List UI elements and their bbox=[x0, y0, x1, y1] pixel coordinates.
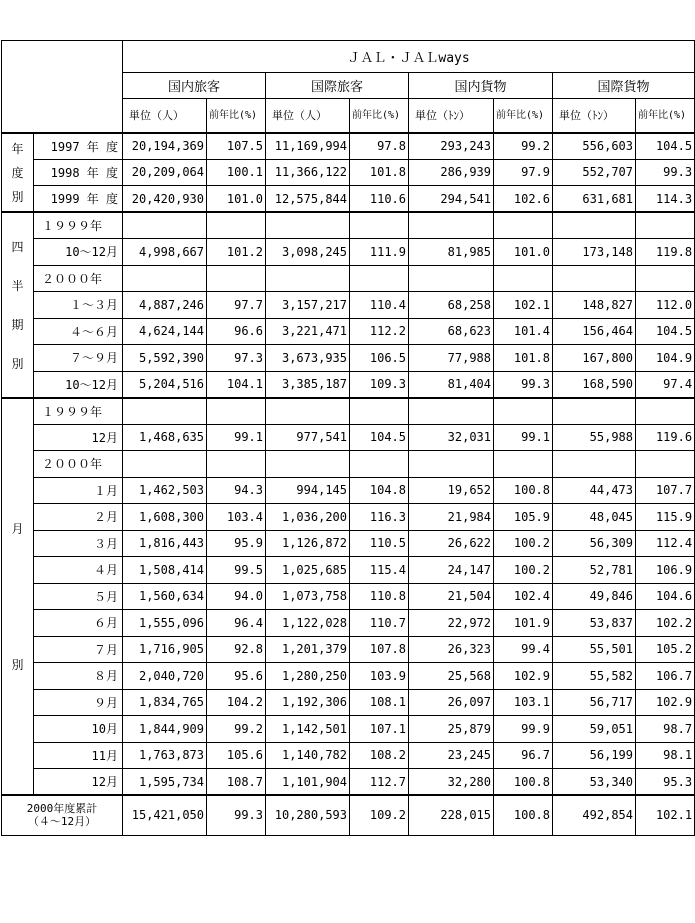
row-label: ６月 bbox=[34, 610, 123, 637]
table-row bbox=[2, 769, 695, 796]
row-label: ３月 bbox=[34, 530, 123, 557]
yoy-cell: 110.6 bbox=[350, 186, 409, 213]
total-row bbox=[2, 795, 695, 835]
table-row bbox=[2, 610, 695, 637]
yoy-cell: 101.9 bbox=[494, 610, 553, 637]
yoy-cell: 115.9 bbox=[636, 504, 695, 531]
yoy-cell: 103.1 bbox=[494, 689, 553, 716]
empty-cell bbox=[123, 265, 207, 292]
value-cell: 3,157,217 bbox=[266, 292, 350, 319]
value-cell: 3,221,471 bbox=[266, 318, 350, 345]
value-cell: 59,051 bbox=[553, 716, 636, 743]
value-cell: 1,816,443 bbox=[123, 530, 207, 557]
value-cell: 1,280,250 bbox=[266, 663, 350, 690]
corner-cell bbox=[2, 41, 123, 133]
value-cell: 1,560,634 bbox=[123, 583, 207, 610]
yoy-cell: 99.1 bbox=[207, 424, 266, 451]
value-cell: 12,575,844 bbox=[266, 186, 350, 213]
yoy-cell: 99.3 bbox=[494, 371, 553, 398]
yoy-cell: 110.7 bbox=[350, 610, 409, 637]
row-label: ７月 bbox=[34, 636, 123, 663]
empty-cell bbox=[494, 451, 553, 478]
table-row bbox=[2, 186, 695, 213]
table-row bbox=[2, 133, 695, 160]
yoy-cell: 101.8 bbox=[350, 159, 409, 186]
yoy-cell: 98.1 bbox=[636, 742, 695, 769]
yoy-cell: 102.1 bbox=[636, 795, 695, 835]
yoy-cell: 102.9 bbox=[494, 663, 553, 690]
year-subheader-row bbox=[2, 398, 695, 425]
value-cell: 994,145 bbox=[266, 477, 350, 504]
empty-cell bbox=[553, 398, 636, 425]
empty-cell bbox=[266, 398, 350, 425]
group-label-char: 別 bbox=[11, 189, 24, 204]
value-cell: 21,504 bbox=[409, 583, 494, 610]
yoy-cell: 102.6 bbox=[494, 186, 553, 213]
row-label: 10月 bbox=[34, 716, 123, 743]
yoy-cell: 99.3 bbox=[207, 795, 266, 835]
header-domestic-cargo: 国内貨物 bbox=[409, 73, 553, 99]
yoy-cell: 101.0 bbox=[494, 239, 553, 266]
year-label: １９９９年 bbox=[34, 398, 123, 425]
year-label: １９９９年 bbox=[34, 212, 123, 239]
value-cell: 81,985 bbox=[409, 239, 494, 266]
empty-cell bbox=[636, 398, 695, 425]
empty-cell bbox=[207, 212, 266, 239]
yoy-cell: 107.7 bbox=[636, 477, 695, 504]
value-cell: 1,468,635 bbox=[123, 424, 207, 451]
group-label-char: 半 bbox=[11, 278, 24, 293]
value-cell: 631,681 bbox=[553, 186, 636, 213]
value-cell: 167,800 bbox=[553, 345, 636, 372]
row-label: ８月 bbox=[34, 663, 123, 690]
yoy-cell: 108.1 bbox=[350, 689, 409, 716]
value-cell: 11,366,122 bbox=[266, 159, 350, 186]
value-cell: 4,624,144 bbox=[123, 318, 207, 345]
row-label: １～３月 bbox=[34, 292, 123, 319]
yoy-cell: 102.9 bbox=[636, 689, 695, 716]
value-cell: 552,707 bbox=[553, 159, 636, 186]
yoy-cell: 104.5 bbox=[636, 318, 695, 345]
value-cell: 4,887,246 bbox=[123, 292, 207, 319]
empty-cell bbox=[266, 265, 350, 292]
group-label-char: 期 bbox=[11, 317, 24, 332]
group-label bbox=[2, 133, 34, 213]
value-cell: 77,988 bbox=[409, 345, 494, 372]
yoy-cell: 100.2 bbox=[494, 557, 553, 584]
value-cell: 1,036,200 bbox=[266, 504, 350, 531]
yoy-cell: 106.7 bbox=[636, 663, 695, 690]
row-label: 1997 年 度 bbox=[34, 133, 123, 160]
yoy-cell: 99.3 bbox=[636, 159, 695, 186]
header-international-cargo: 国際貨物 bbox=[553, 73, 695, 99]
value-cell: 1,101,904 bbox=[266, 769, 350, 796]
yoy-cell: 104.2 bbox=[207, 689, 266, 716]
value-cell: 56,309 bbox=[553, 530, 636, 557]
value-cell: 1,201,379 bbox=[266, 636, 350, 663]
value-cell: 15,421,050 bbox=[123, 795, 207, 835]
value-cell: 23,245 bbox=[409, 742, 494, 769]
value-cell: 1,844,909 bbox=[123, 716, 207, 743]
total-label bbox=[2, 795, 123, 835]
yoy-cell: 112.2 bbox=[350, 318, 409, 345]
yoy-cell: 104.5 bbox=[636, 133, 695, 160]
value-cell: 55,988 bbox=[553, 424, 636, 451]
value-cell: 44,473 bbox=[553, 477, 636, 504]
yoy-cell: 97.4 bbox=[636, 371, 695, 398]
table-row bbox=[2, 318, 695, 345]
row-label: ４～６月 bbox=[34, 318, 123, 345]
value-cell: 1,142,501 bbox=[266, 716, 350, 743]
table-row bbox=[2, 530, 695, 557]
header-domestic-passengers: 国内旅客 bbox=[123, 73, 266, 99]
value-cell: 55,501 bbox=[553, 636, 636, 663]
yoy-cell: 95.6 bbox=[207, 663, 266, 690]
yoy-cell: 98.7 bbox=[636, 716, 695, 743]
yoy-cell: 104.8 bbox=[350, 477, 409, 504]
row-label: 12月 bbox=[34, 424, 123, 451]
unit-header: 単位（ﾄﾝ） bbox=[409, 99, 494, 133]
value-cell: 5,592,390 bbox=[123, 345, 207, 372]
empty-cell bbox=[266, 451, 350, 478]
empty-cell bbox=[409, 398, 494, 425]
table-row bbox=[2, 716, 695, 743]
value-cell: 1,508,414 bbox=[123, 557, 207, 584]
yoy-cell: 102.2 bbox=[636, 610, 695, 637]
yoy-cell: 105.6 bbox=[207, 742, 266, 769]
empty-cell bbox=[350, 451, 409, 478]
value-cell: 5,204,516 bbox=[123, 371, 207, 398]
row-label: ７～９月 bbox=[34, 345, 123, 372]
value-cell: 48,045 bbox=[553, 504, 636, 531]
row-label: 1999 年 度 bbox=[34, 186, 123, 213]
value-cell: 3,673,935 bbox=[266, 345, 350, 372]
yoy-cell: 100.8 bbox=[494, 477, 553, 504]
value-cell: 20,209,064 bbox=[123, 159, 207, 186]
yoy-cell: 105.9 bbox=[494, 504, 553, 531]
yoy-cell: 104.9 bbox=[636, 345, 695, 372]
year-subheader-row bbox=[2, 451, 695, 478]
group-label-char: 度 bbox=[11, 165, 24, 180]
yoy-cell: 96.7 bbox=[494, 742, 553, 769]
empty-cell bbox=[409, 265, 494, 292]
group-label-char: 別 bbox=[11, 356, 24, 371]
value-cell: 26,622 bbox=[409, 530, 494, 557]
empty-cell bbox=[636, 265, 695, 292]
yoy-cell: 109.2 bbox=[350, 795, 409, 835]
yoy-cell: 116.3 bbox=[350, 504, 409, 531]
value-cell: 52,781 bbox=[553, 557, 636, 584]
yoy-cell: 100.1 bbox=[207, 159, 266, 186]
yoy-cell: 104.5 bbox=[350, 424, 409, 451]
table-row bbox=[2, 477, 695, 504]
value-cell: 1,140,782 bbox=[266, 742, 350, 769]
yoy-cell: 119.6 bbox=[636, 424, 695, 451]
yoy-cell: 104.6 bbox=[636, 583, 695, 610]
yoy-header: 前年比(%) bbox=[207, 99, 266, 133]
value-cell: 173,148 bbox=[553, 239, 636, 266]
year-label: ２０００年 bbox=[34, 265, 123, 292]
yoy-cell: 102.4 bbox=[494, 583, 553, 610]
yoy-cell: 101.0 bbox=[207, 186, 266, 213]
value-cell: 1,608,300 bbox=[123, 504, 207, 531]
value-cell: 1,716,905 bbox=[123, 636, 207, 663]
yoy-cell: 100.8 bbox=[494, 795, 553, 835]
yoy-cell: 107.5 bbox=[207, 133, 266, 160]
yoy-cell: 97.9 bbox=[494, 159, 553, 186]
value-cell: 32,280 bbox=[409, 769, 494, 796]
yoy-cell: 101.4 bbox=[494, 318, 553, 345]
yoy-cell: 115.4 bbox=[350, 557, 409, 584]
value-cell: 20,194,369 bbox=[123, 133, 207, 160]
yoy-cell: 106.9 bbox=[636, 557, 695, 584]
value-cell: 168,590 bbox=[553, 371, 636, 398]
yoy-cell: 111.9 bbox=[350, 239, 409, 266]
value-cell: 1,763,873 bbox=[123, 742, 207, 769]
table-row bbox=[2, 371, 695, 398]
yoy-header: 前年比(%) bbox=[636, 99, 695, 133]
row-label: 1998 年 度 bbox=[34, 159, 123, 186]
yoy-header: 前年比(%) bbox=[494, 99, 553, 133]
yoy-cell: 103.4 bbox=[207, 504, 266, 531]
year-label: ２０００年 bbox=[34, 451, 123, 478]
row-label: ４月 bbox=[34, 557, 123, 584]
yoy-cell: 99.4 bbox=[494, 636, 553, 663]
yoy-cell: 92.8 bbox=[207, 636, 266, 663]
table-row bbox=[2, 292, 695, 319]
yoy-cell: 96.6 bbox=[207, 318, 266, 345]
yoy-cell: 102.1 bbox=[494, 292, 553, 319]
yoy-cell: 108.7 bbox=[207, 769, 266, 796]
value-cell: 1,462,503 bbox=[123, 477, 207, 504]
value-cell: 20,420,930 bbox=[123, 186, 207, 213]
table-row bbox=[2, 557, 695, 584]
empty-cell bbox=[494, 398, 553, 425]
value-cell: 21,984 bbox=[409, 504, 494, 531]
row-label: ９月 bbox=[34, 689, 123, 716]
value-cell: 10,280,593 bbox=[266, 795, 350, 835]
yoy-cell: 100.8 bbox=[494, 769, 553, 796]
empty-cell bbox=[123, 398, 207, 425]
value-cell: 492,854 bbox=[553, 795, 636, 835]
value-cell: 148,827 bbox=[553, 292, 636, 319]
yoy-cell: 104.1 bbox=[207, 371, 266, 398]
value-cell: 32,031 bbox=[409, 424, 494, 451]
value-cell: 11,169,994 bbox=[266, 133, 350, 160]
table-row bbox=[2, 742, 695, 769]
value-cell: 2,040,720 bbox=[123, 663, 207, 690]
yoy-cell: 112.0 bbox=[636, 292, 695, 319]
empty-cell bbox=[494, 212, 553, 239]
unit-header: 単位（人） bbox=[266, 99, 350, 133]
yoy-cell: 108.2 bbox=[350, 742, 409, 769]
yoy-cell: 99.9 bbox=[494, 716, 553, 743]
value-cell: 1,555,096 bbox=[123, 610, 207, 637]
value-cell: 228,015 bbox=[409, 795, 494, 835]
value-cell: 977,541 bbox=[266, 424, 350, 451]
value-cell: 1,025,685 bbox=[266, 557, 350, 584]
value-cell: 81,404 bbox=[409, 371, 494, 398]
yoy-cell: 110.8 bbox=[350, 583, 409, 610]
header-international-passengers: 国際旅客 bbox=[266, 73, 409, 99]
empty-cell bbox=[350, 398, 409, 425]
value-cell: 293,243 bbox=[409, 133, 494, 160]
table-row bbox=[2, 689, 695, 716]
value-cell: 4,998,667 bbox=[123, 239, 207, 266]
row-label: ５月 bbox=[34, 583, 123, 610]
empty-cell bbox=[350, 265, 409, 292]
empty-cell bbox=[207, 451, 266, 478]
value-cell: 24,147 bbox=[409, 557, 494, 584]
yoy-cell: 107.1 bbox=[350, 716, 409, 743]
empty-cell bbox=[409, 212, 494, 239]
value-cell: 26,097 bbox=[409, 689, 494, 716]
value-cell: 286,939 bbox=[409, 159, 494, 186]
yoy-cell: 106.5 bbox=[350, 345, 409, 372]
value-cell: 294,541 bbox=[409, 186, 494, 213]
value-cell: 1,073,758 bbox=[266, 583, 350, 610]
value-cell: 53,837 bbox=[553, 610, 636, 637]
yoy-cell: 112.7 bbox=[350, 769, 409, 796]
yoy-cell: 99.2 bbox=[207, 716, 266, 743]
yoy-cell: 119.8 bbox=[636, 239, 695, 266]
value-cell: 68,623 bbox=[409, 318, 494, 345]
yoy-cell: 97.3 bbox=[207, 345, 266, 372]
value-cell: 55,582 bbox=[553, 663, 636, 690]
row-label: 12月 bbox=[34, 769, 123, 796]
value-cell: 19,652 bbox=[409, 477, 494, 504]
table-row bbox=[2, 239, 695, 266]
value-cell: 3,098,245 bbox=[266, 239, 350, 266]
table-title: ＪＡＬ・ＪＡＬways bbox=[123, 41, 695, 73]
yoy-cell: 96.4 bbox=[207, 610, 266, 637]
yoy-cell: 114.3 bbox=[636, 186, 695, 213]
value-cell: 56,717 bbox=[553, 689, 636, 716]
empty-cell bbox=[494, 265, 553, 292]
empty-cell bbox=[123, 212, 207, 239]
yoy-cell: 97.7 bbox=[207, 292, 266, 319]
yoy-cell: 109.3 bbox=[350, 371, 409, 398]
value-cell: 26,323 bbox=[409, 636, 494, 663]
table-row bbox=[2, 345, 695, 372]
yoy-cell: 100.2 bbox=[494, 530, 553, 557]
row-label: 10～12月 bbox=[34, 239, 123, 266]
row-label: 11月 bbox=[34, 742, 123, 769]
total-label-line1: 2000年度累計 bbox=[26, 802, 98, 816]
value-cell: 68,258 bbox=[409, 292, 494, 319]
group-label-char: 四 bbox=[11, 239, 24, 254]
yoy-cell: 97.8 bbox=[350, 133, 409, 160]
table-row bbox=[2, 663, 695, 690]
value-cell: 3,385,187 bbox=[266, 371, 350, 398]
group-label-char: 年 bbox=[11, 141, 24, 156]
value-cell: 1,595,734 bbox=[123, 769, 207, 796]
row-label: １月 bbox=[34, 477, 123, 504]
yoy-cell: 94.0 bbox=[207, 583, 266, 610]
empty-cell bbox=[553, 212, 636, 239]
group-label bbox=[2, 398, 34, 796]
yoy-cell: 107.8 bbox=[350, 636, 409, 663]
empty-cell bbox=[207, 398, 266, 425]
empty-cell bbox=[636, 212, 695, 239]
yoy-cell: 99.5 bbox=[207, 557, 266, 584]
table-row bbox=[2, 424, 695, 451]
value-cell: 156,464 bbox=[553, 318, 636, 345]
yoy-cell: 95.9 bbox=[207, 530, 266, 557]
empty-cell bbox=[636, 451, 695, 478]
yoy-cell: 99.2 bbox=[494, 133, 553, 160]
value-cell: 1,834,765 bbox=[123, 689, 207, 716]
row-label: ２月 bbox=[34, 504, 123, 531]
group-label-char: 別 bbox=[11, 657, 24, 672]
unit-header: 単位（ﾄﾝ） bbox=[553, 99, 636, 133]
yoy-cell: 101.8 bbox=[494, 345, 553, 372]
year-subheader-row bbox=[2, 265, 695, 292]
value-cell: 49,846 bbox=[553, 583, 636, 610]
value-cell: 25,568 bbox=[409, 663, 494, 690]
total-label-line2: （４～12月） bbox=[27, 815, 97, 829]
yoy-cell: 112.4 bbox=[636, 530, 695, 557]
table-row bbox=[2, 159, 695, 186]
row-label: 10～12月 bbox=[34, 371, 123, 398]
yoy-cell: 99.1 bbox=[494, 424, 553, 451]
yoy-cell: 95.3 bbox=[636, 769, 695, 796]
yoy-cell: 103.9 bbox=[350, 663, 409, 690]
table-row bbox=[2, 504, 695, 531]
empty-cell bbox=[207, 265, 266, 292]
year-subheader-row bbox=[2, 212, 695, 239]
yoy-cell: 110.4 bbox=[350, 292, 409, 319]
empty-cell bbox=[266, 212, 350, 239]
group-label bbox=[2, 212, 34, 398]
value-cell: 1,126,872 bbox=[266, 530, 350, 557]
empty-cell bbox=[350, 212, 409, 239]
yoy-header: 前年比(%) bbox=[350, 99, 409, 133]
value-cell: 1,122,028 bbox=[266, 610, 350, 637]
yoy-cell: 110.5 bbox=[350, 530, 409, 557]
yoy-cell: 101.2 bbox=[207, 239, 266, 266]
table-row bbox=[2, 636, 695, 663]
value-cell: 53,340 bbox=[553, 769, 636, 796]
yoy-cell: 94.3 bbox=[207, 477, 266, 504]
value-cell: 556,603 bbox=[553, 133, 636, 160]
value-cell: 1,192,306 bbox=[266, 689, 350, 716]
value-cell: 56,199 bbox=[553, 742, 636, 769]
yoy-cell: 105.2 bbox=[636, 636, 695, 663]
group-label-char: 月 bbox=[11, 522, 24, 536]
unit-header: 単位（人） bbox=[123, 99, 207, 133]
table-row bbox=[2, 583, 695, 610]
empty-cell bbox=[409, 451, 494, 478]
value-cell: 25,879 bbox=[409, 716, 494, 743]
jal-statistics-table bbox=[1, 40, 695, 836]
empty-cell bbox=[123, 451, 207, 478]
value-cell: 22,972 bbox=[409, 610, 494, 637]
empty-cell bbox=[553, 265, 636, 292]
empty-cell bbox=[553, 451, 636, 478]
